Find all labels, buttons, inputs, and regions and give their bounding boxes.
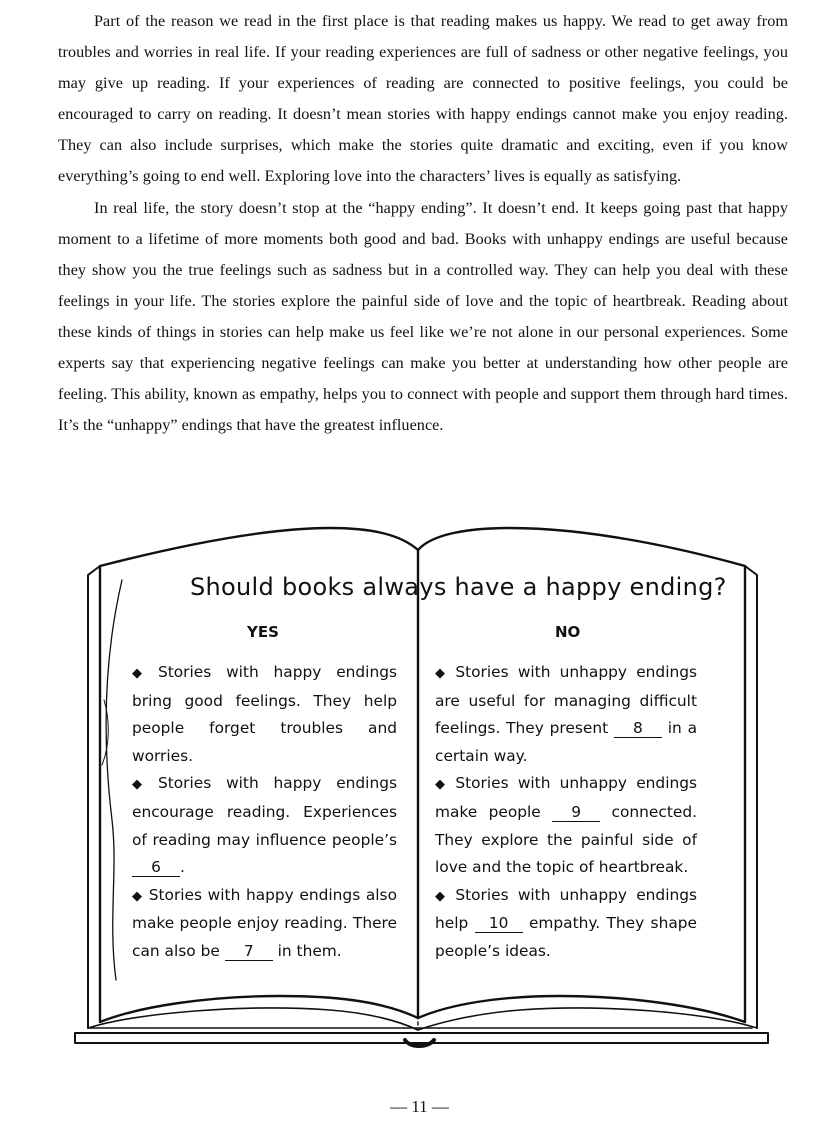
yes-column [132,659,397,966]
no-item-2: ◆ Stories with unhappy endings make people 9 connected. They explore the painful side of love and the topic of heartbreak. [435,774,698,877]
diamond-bullet-icon: ◆ [435,888,450,904]
yes-item-2: ◆ Stories with happy endings encourage reading. Experiences of reading may influence people’s 6 . [132,774,397,877]
article-paragraph-1: Part of the reason we read in the first place is that reading makes us happy. We read to get away from troubles and worries in real life. If your reading experiences are full of sadness or other negative feelings, you may give up reading. If your experiences of reading are connected to positive feelings, you could be encouraged to carry on reading. It doesn’t mean stories with happy endings cannot make you enjoy reading. They can also include surprises, which make the stories quite dramatic and exciting, even if you know everything’s going to end well. Exploring love into the characters’ lives is equally as satisfying. [58,12,788,186]
yes-item-3: ◆ Stories with happy endings also make people enjoy reading. There can also be 7 in them. [132,885,397,960]
diamond-bullet-icon: ◆ [435,666,450,681]
page-number: — 11 — [390,1097,449,1116]
yes-heading: YES [247,623,279,641]
diamond-bullet-icon: ◆ [435,777,450,793]
blank-9: 9 [552,803,600,822]
no-item-3: ◆ Stories with unhappy endings help 10 empathy. They shape people’s ideas. [435,885,698,960]
no-column [435,659,697,966]
blank-10: 10 [475,914,523,933]
blank-8: 8 [614,719,662,738]
diamond-bullet-icon: ◆ [132,777,152,793]
diamond-bullet-icon: ◆ [132,666,152,681]
no-heading: NO [555,623,581,641]
book-title: Should books always have a happy ending? [190,573,727,601]
yes-item-1: ◆ Stories with happy endings bring good feelings. They help people forget troubles and worries. [132,663,397,765]
blank-7: 7 [225,942,273,961]
no-item-1: ◆ Stories with unhappy endings are useful for managing difficult feelings. They present 8 in a certain way. [435,663,698,765]
article-text [58,6,788,441]
article-paragraph-2: In real life, the story doesn’t stop at the “happy ending”. It doesn’t end. It keeps going past that happy moment to a lifetime of more moments both good and bad. Books with unhappy endings are useful because they show you the true feelings such as sadness but in a controlled way. They can help you deal with these feelings in your life. The stories explore the painful side of love and the topic of heartbreak. Reading about these kinds of things in stories can help make us feel like we’re not alone in our personal experiences. Some experts say that experiencing negative feelings can make you better at understanding how other people are feeling. This ability, known as empathy, helps you to connect with people and support them through hard times. It’s the “unhappy” endings that have the greatest influence. [58,198,788,435]
diamond-bullet-icon: ◆ [132,888,143,904]
blank-6: 6 [132,858,180,877]
